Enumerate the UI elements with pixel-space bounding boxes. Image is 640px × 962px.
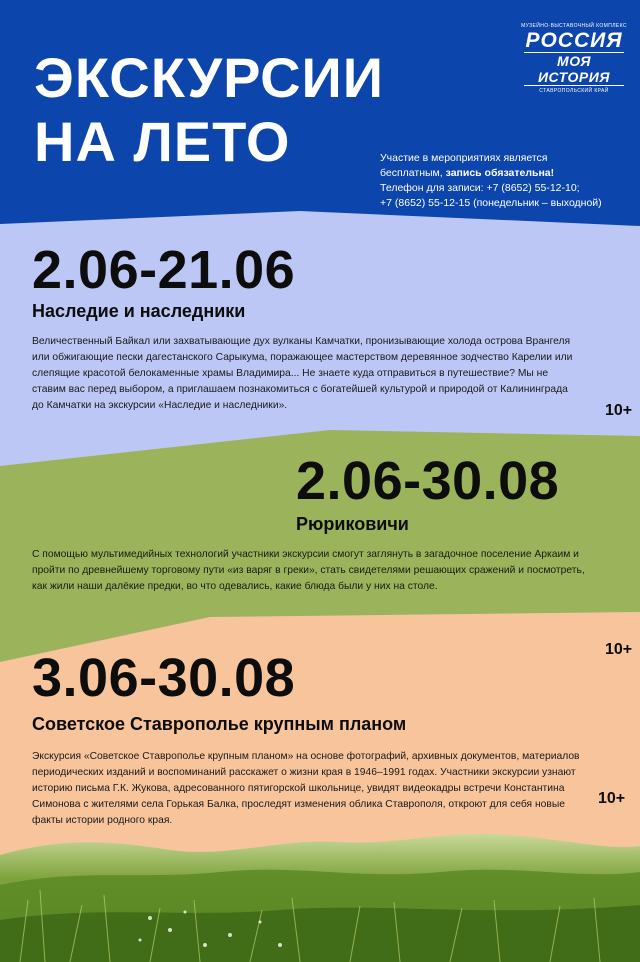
section3-title: Советское Ставрополье крупным планом (32, 714, 407, 734)
logo-sub-text: МОЯ ИСТОРИЯ (524, 52, 624, 86)
section3-description: Экскурсия «Советское Ставрополье крупным планом» на основе фотографий, архивных документов, материалов периодических изданий и воспоминаний расскажет о жизни края в 1946–1991 годах. Участники экскурсии узнают историю письма Г.К. Жукова, адресованного пятигорской школьнице, увидят видеокадры встречи Константина Симонова с жителями села Горькая Балка, проследят изменения облика Ставрополя, откроют для себя новые факты истории родного края. (32, 751, 580, 826)
logo-main-text: РОССИЯ (525, 29, 623, 52)
info-phone-line-1: Телефон для записи: +7 (8652) 55-12-10; (380, 182, 580, 194)
section1-date: 2.06-21.06 (32, 240, 296, 300)
logo-bottom-text: СТАВРОПОЛЬСКИЙ КРАЙ (539, 88, 609, 94)
section2-title: Рюриковичи (296, 514, 409, 534)
section2-age-badge: 10+ (605, 641, 633, 658)
info-phone-line-2: +7 (8652) 55-12-15 (понедельник – выходной) (380, 197, 602, 209)
section3-age-badge: 10+ (598, 790, 626, 807)
museum-logo (518, 22, 630, 95)
page-title (34, 46, 384, 174)
section1-description: Величественный Байкал или захватывающие дух вулканы Камчатки, пронизывающие холода острова Врангеля или обжигающие пески дагестанского Сарыкума, поражающее мастерством деревянное зодчество Карелии или слепящие красотой белокаменные храмы Владимира... Не знаете куда отправиться в путешествие? Мы не ставим вас перед выбором, а приглашаем познакомиться с богатейшей культурой и природой от Калининграда до Камчатки на экскурсии «Наследие и наследники». (32, 336, 573, 411)
section2-description: С помощью мультимедийных технологий участники экскурсии смогут заглянуть в загадочное поселение Аркаим и пройти по древнейшему торговому пути «из варяг в греки», стать свидетелями решающих сражений и посмотреть, как жили наши далёкие предки, во что одевались, какие блюда были у них на столе. (32, 549, 585, 592)
title-line-2: НА ЛЕТО (34, 110, 291, 173)
logo-top-text: МУЗЕЙНО-ВЫСТАВОЧНЫЙ КОМПЛЕКС (521, 23, 627, 29)
grass-meadow-image (0, 834, 640, 962)
info-line-1: Участие в мероприятиях является (380, 152, 548, 164)
info-line-2-bold: запись обязательна! (445, 167, 555, 179)
title-line-1: ЭКСКУРСИИ (34, 46, 385, 109)
section2-date: 2.06-30.08 (296, 451, 560, 511)
section1-title: Наследие и наследники (32, 301, 246, 321)
section1-age-badge: 10+ (605, 402, 633, 419)
section3-date: 3.06-30.08 (32, 648, 296, 708)
info-line-2-prefix: бесплатным, (380, 167, 446, 179)
info-line-2 (380, 166, 630, 181)
registration-info (380, 151, 630, 211)
